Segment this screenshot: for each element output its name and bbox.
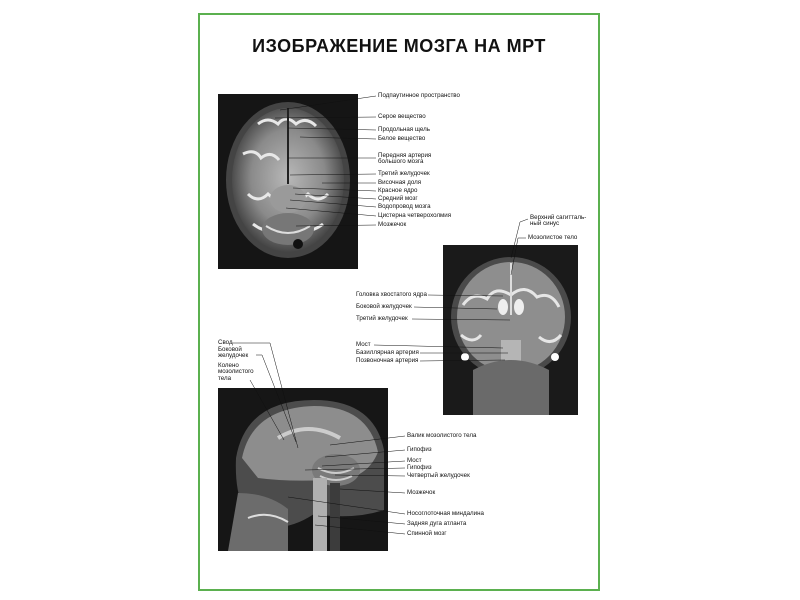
- label-fourth-ventricle: Четвертый желудочек: [407, 472, 470, 479]
- coronal-mri-image: [443, 245, 578, 415]
- label-caudate-head: Головка хвостатого ядра: [356, 291, 427, 298]
- label-third-ventricle-coronal: Третий желудочек: [356, 315, 408, 322]
- label-pituitary-2: Гипофиз: [407, 464, 432, 471]
- label-midbrain: Средний мозг: [378, 195, 418, 202]
- label-genu-corpus-callosum: Колено мозолистого тела: [218, 362, 254, 382]
- label-lateral-ventricle-sagittal: Боковой желудочек: [218, 346, 249, 360]
- label-anterior-cerebral-artery: Передняя артерия большого мозга: [378, 152, 432, 166]
- label-corpus-callosum: Мозолистое тело: [528, 234, 578, 241]
- label-pons-coronal: Мост: [356, 341, 371, 348]
- label-vertebral-artery: Позвоночная артерия: [356, 357, 419, 364]
- label-subarachnoid-space: Подпаутинное пространство: [378, 92, 460, 99]
- label-grey-matter: Серое вещество: [378, 113, 426, 120]
- sagittal-mri-image: [218, 388, 388, 551]
- label-basilar-artery: Базиллярная артерия: [356, 349, 419, 356]
- label-red-nucleus: Красное ядро: [378, 187, 418, 194]
- label-cerebellum-sagittal: Мозжечок: [407, 489, 436, 496]
- label-pituitary-1: Гипофиз: [407, 446, 432, 453]
- label-splenium-corpus-callosum: Валик мозолистого тела: [407, 432, 477, 439]
- label-temporal-lobe: Височная доля: [378, 179, 422, 186]
- label-quadrigeminal-cistern: Цистерна четверохолмия: [378, 212, 452, 219]
- label-cerebral-aqueduct: Водопровод мозга: [378, 203, 431, 210]
- poster-title: ИЗОБРАЖЕНИЕ МОЗГА НА МРТ: [252, 36, 546, 56]
- label-white-matter: Белое вещество: [378, 135, 426, 142]
- axial-mri-image: [218, 94, 358, 269]
- label-longitudinal-fissure: Продольная щель: [378, 126, 430, 133]
- label-third-ventricle: Третий желудочек: [378, 170, 430, 177]
- label-fornix: Свод: [218, 339, 233, 346]
- label-spinal-cord: Спинной мозг: [407, 530, 447, 537]
- label-pons-sagittal: Мост: [407, 457, 422, 464]
- label-posterior-arch-atlas: Задняя дуга атланта: [407, 520, 467, 527]
- label-cerebellum-axial: Мозжечок: [378, 221, 407, 228]
- label-superior-sagittal-sinus: Верхний сагитталь- ный синус: [530, 214, 587, 228]
- label-lateral-ventricle-coronal: Боковой желудочек: [356, 303, 412, 310]
- label-nasopharyngeal-tonsil: Носоглоточная миндалина: [407, 510, 484, 517]
